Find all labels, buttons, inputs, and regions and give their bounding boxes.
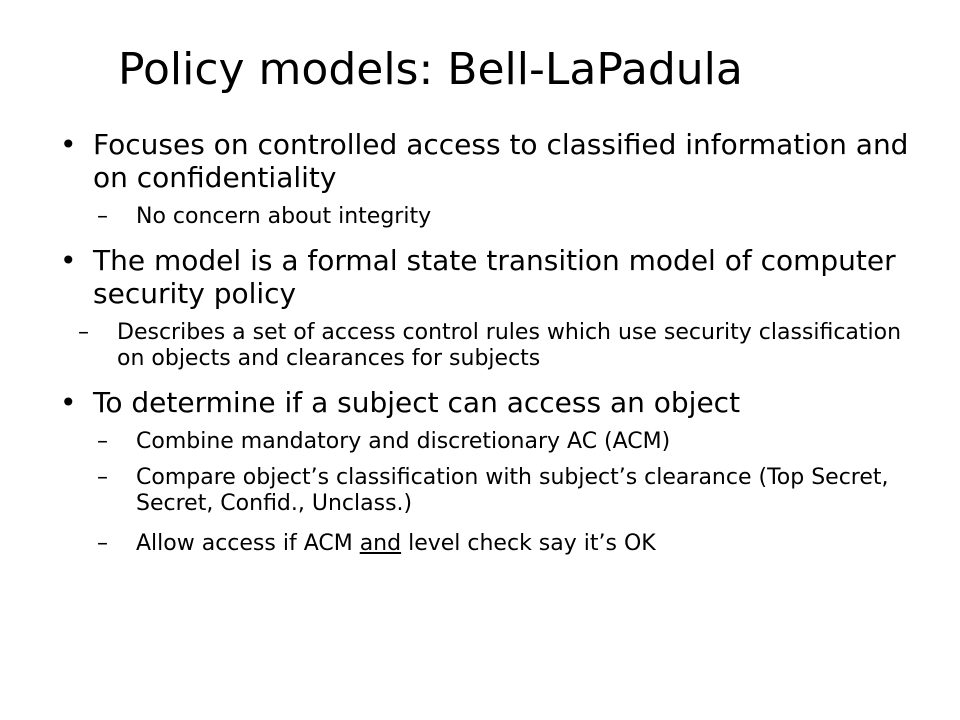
bullet-1-sub-1 [60, 204, 920, 230]
dash-icon: – [97, 204, 108, 229]
dash-icon: – [97, 429, 108, 454]
bullet-3-sub-2-text: Compare object’s classification with subject’s clearance (Top Secret, Secret, Confid., Unclass.) [136, 465, 889, 516]
dash-icon: – [78, 320, 89, 345]
bullet-2-sub-1-text: Describes a set of access control rules which use security classification on objects and clearances for subjects [117, 320, 902, 371]
bullet-3-text: To determine if a subject can access an object [93, 386, 741, 419]
bullet-3-sub-3 [60, 531, 920, 557]
bullet-3 [60, 386, 920, 419]
dash-icon: – [97, 465, 108, 490]
slide-body [60, 128, 920, 557]
bullet-dot-icon: • [60, 128, 77, 161]
bullet-3-sub-2 [60, 465, 920, 517]
sub-3-text-after: level check say it’s OK [401, 531, 656, 556]
bullet-3-sub-1 [60, 429, 920, 455]
bullet-dot-icon: • [60, 386, 77, 419]
bullet-2-sub-1 [60, 320, 920, 372]
bullet-3-sub-1-text: Combine mandatory and discretionary AC (ACM) [136, 429, 671, 454]
sub-3-text-underlined: and [359, 531, 402, 556]
bullet-3-sub-3-text [136, 531, 656, 556]
bullet-1-sub-1-text: No concern about integrity [136, 204, 432, 229]
dash-icon: – [97, 531, 108, 556]
bullet-2 [60, 244, 920, 310]
bullet-2-text: The model is a formal state transition model of computer security policy [93, 244, 896, 310]
bullet-1 [60, 128, 920, 194]
bullet-1-text: Focuses on controlled access to classified information and on confidentiality [93, 128, 909, 194]
sub-3-text-before: Allow access if ACM [136, 531, 360, 556]
bullet-dot-icon: • [60, 244, 77, 277]
slide-title: Policy models: Bell-LaPadula [118, 44, 743, 95]
